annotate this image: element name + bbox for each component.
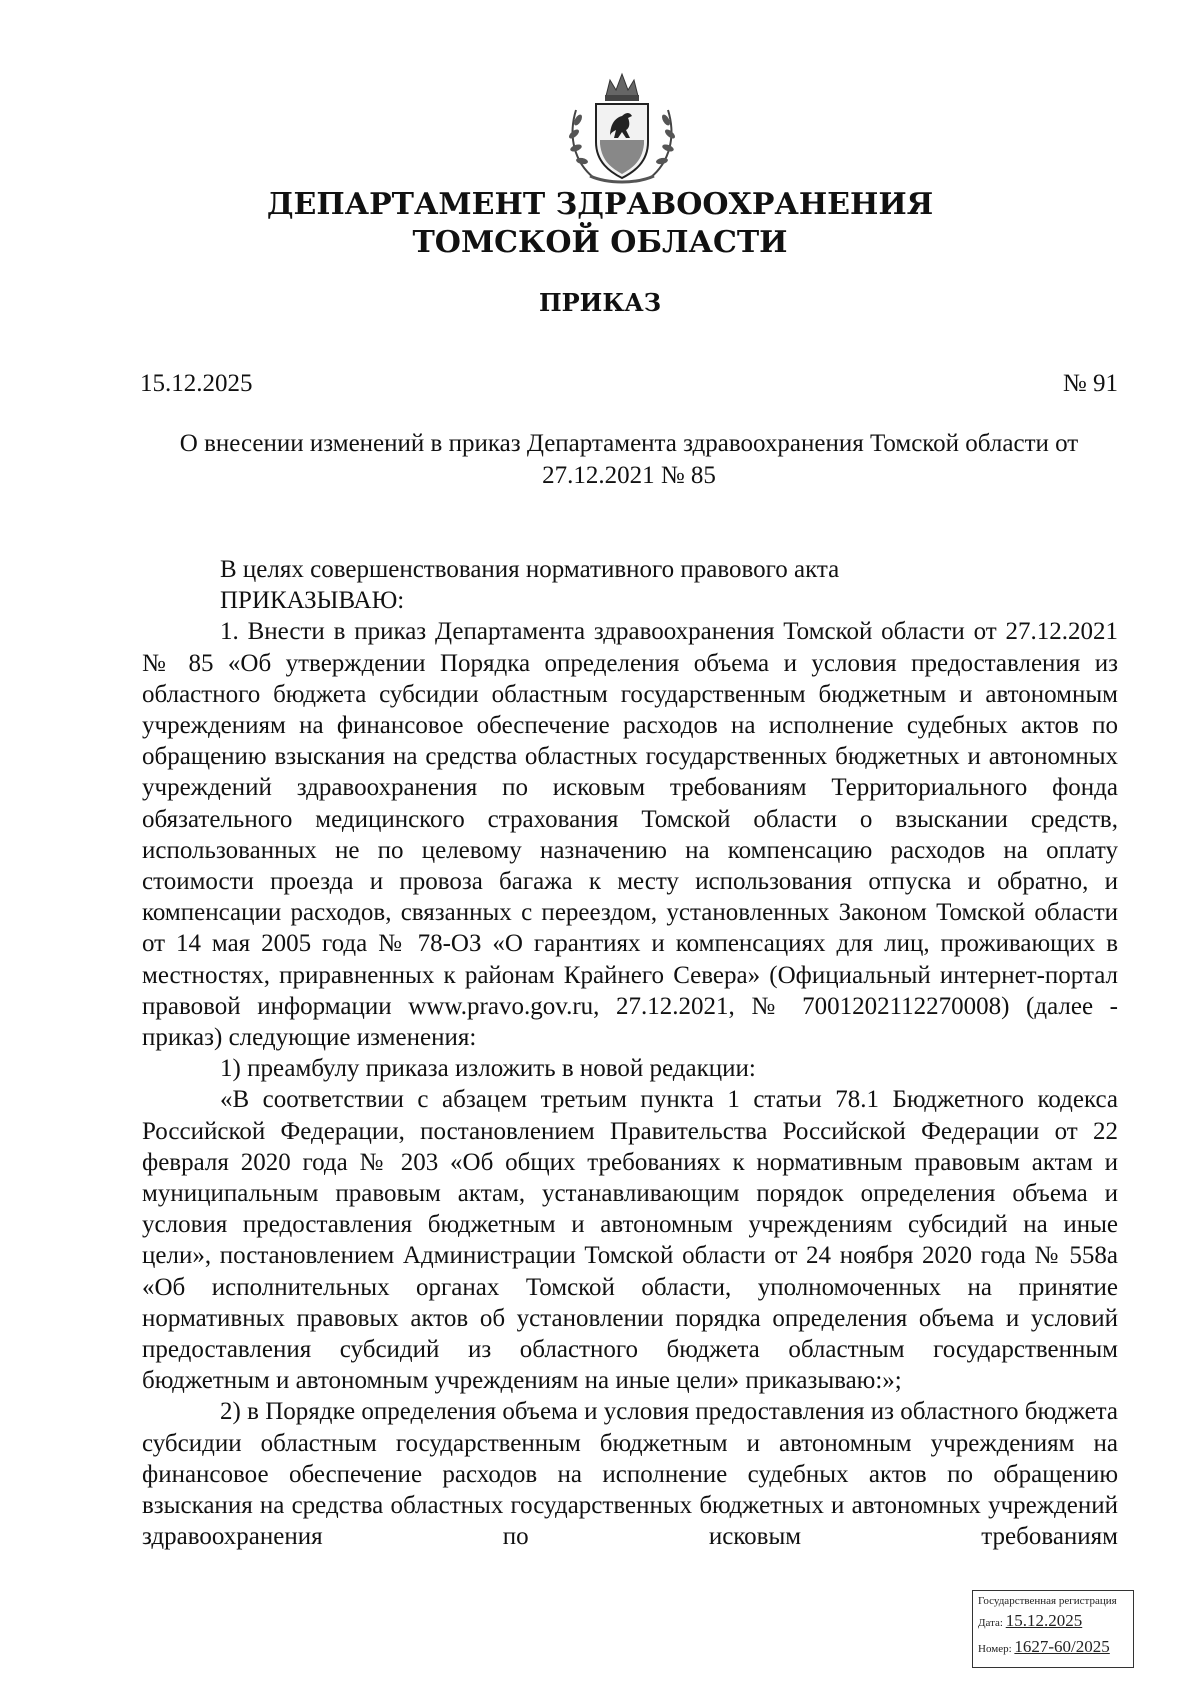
organization-name-line2: ТОМСКОЙ ОБЛАСТИ [412,225,788,260]
document-type: ПРИКАЗ [538,288,662,317]
stamp-date-row [978,1609,1128,1635]
subject-line2: 27.12.2021 № 85 [542,462,716,489]
coat-of-arms-icon [560,66,684,188]
organization-name [0,186,1200,262]
registration-stamp [972,1590,1134,1668]
organization-name-line1: ДЕПАРТАМЕНТ ЗДРАВООХРАНЕНИЯ [266,187,934,222]
date-number-row [140,368,1118,400]
stamp-number-value: 1627-60/2025 [1014,1637,1110,1656]
paragraph-purpose: В целях совершенствования нормативного правового акта [220,556,840,583]
stamp-date-value: 15.12.2025 [1005,1611,1083,1630]
document-subject [140,428,1118,492]
document-number: № 91 [1062,370,1118,397]
stamp-number-row [978,1635,1128,1661]
stamp-number-label: Номер: [978,1643,1012,1655]
paragraph-subitem-2: 2) в Порядке определения объема и условия предоставления из областного бюджета субсидии областным государственным бюджетным и автономным учреждениям на финансовое обеспечение расходов на исполнение судебных актов по обращению взыскания на средства областных государственных бюджетных и автономных учреждений здравоохранения по исковым требованиям [142,1398,1118,1551]
paragraph-order-word: ПРИКАЗЫВАЮ: [220,587,405,615]
subject-line1: О внесении изменений в приказ Департамента здравоохранения Томской области от [179,430,1079,457]
paragraph-preamble-text: «В соответствии с абзацем третьим пункта 1 статьи 78.1 Бюджетного кодекса Российской Федерации, постановлением Правительства Российской Федерации от 22 февраля 2020 года № 203 «Об общих требованиях к нормативным правовым актам и муниципальным правовым актам, устанавливающим порядок определения объема и условия предоставления бюджетным и автономным учреждениям субсидий на иные цели», постановлением Администрации Томской области от 24 ноября 2020 года № 558а «Об исполнительных органах Томской области, уполномоченных на принятие нормативных правовых актов об установлении порядка определения объема и условий предоставления субсидий из областного бюджета областным государственным бюджетным и автономным учреждениям на иные цели» приказываю:»; [142,1086,1118,1395]
paragraph-item-1: 1. Внести в приказ Департамента здравоохранения Томской области от 27.12.2021 № 85 «Об утверждении Порядка определения объема и условия предоставления из областного бюджета субсидии областным государственным бюджетным и автономным учреждениям на финансовое обеспечение расходов на исполнение судебных актов по обращению взыскания на средства областных государственных бюджетных и автономных учреждений здравоохранения по исковым требованиям Территориального фонда обязательного медицинского страхования Томской области о взыскании средств, использованных не по целевому назначению на компенсацию расходов на оплату стоимости проезда и провоза багажа к месту использования отпуска и обратно, и компенсации расходов, связанных с переездом, установленных Законом Томской области от 14 мая 2005 года № 78-ОЗ «О гарантиях и компенсациях для лиц, проживающих в местностях, приравненных к районам Крайнего Севера» (Официальный интернет-портал правовой информации www.pravo.gov.ru, 27.12.2021, № 7001202112270008) (далее - приказ) следующие изменения: [142,618,1118,1052]
stamp-date-label: Дата: [978,1617,1003,1629]
document-body [142,554,1118,1553]
document-date: 15.12.2025 [140,370,253,397]
paragraph-subitem-1: 1) преамбулу приказа изложить в новой редакции: [220,1055,756,1083]
stamp-title: Государственная регистрация [978,1595,1117,1607]
